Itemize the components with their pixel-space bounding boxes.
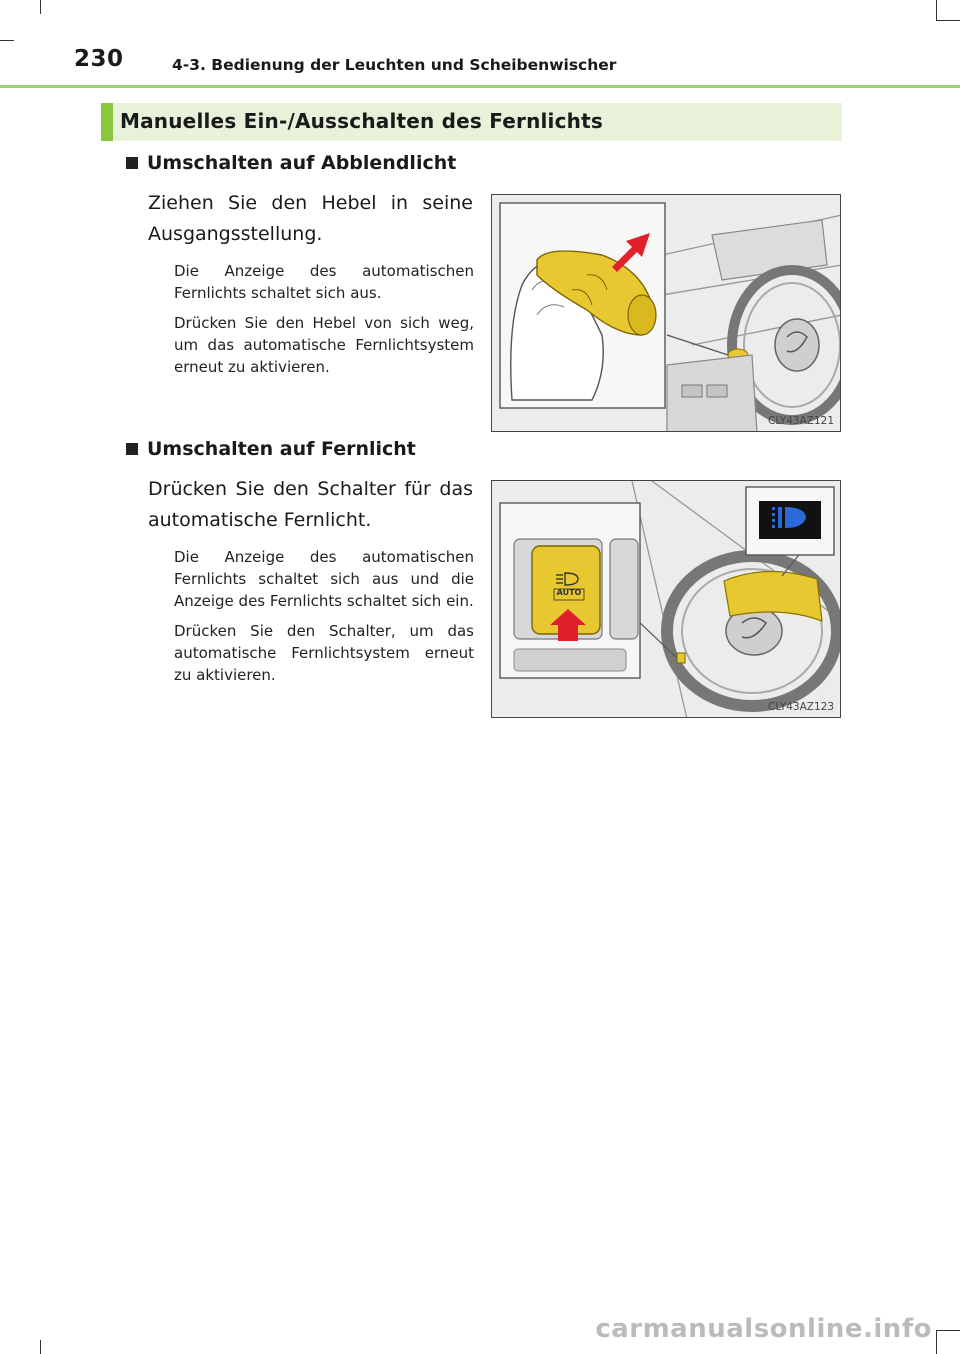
- crop-mark: [936, 20, 960, 21]
- crop-mark: [40, 1340, 41, 1354]
- figure-lever: [491, 194, 841, 432]
- section-title: Manuelles Ein-/Ausschalten des Fernlichts: [120, 109, 603, 133]
- header-rule: [0, 85, 960, 88]
- lead-text: Ziehen Sie den Hebel in seine Ausgangsstellung.: [148, 192, 473, 245]
- note-text: Drücken Sie den Schalter, um das automatische Fernlichtsystem erneut zu aktivieren.: [174, 622, 474, 684]
- figure-switch: [491, 480, 841, 718]
- figure-code: CLY43AZ121: [768, 415, 834, 427]
- note-text: Drücken Sie den Hebel von sich weg, um das automatische Fernlichtsystem erneut zu aktivieren.: [174, 314, 474, 376]
- crop-mark: [40, 0, 41, 14]
- chapter-title: 4-3. Bedienung der Leuchten und Scheibenwischer: [172, 56, 617, 74]
- crop-mark: [936, 1330, 937, 1354]
- bullet-square-icon: [126, 443, 138, 455]
- crop-mark: [0, 40, 14, 41]
- lever-illustration: [492, 195, 841, 432]
- switch-label: AUTO: [556, 588, 582, 597]
- note-text: Die Anzeige des automatischen Fernlichts schaltet sich aus.: [174, 262, 474, 302]
- subheading-low-beam: [126, 152, 456, 174]
- switch-illustration: [492, 481, 841, 718]
- subheading-high-beam: [126, 438, 416, 460]
- note-text: Die Anzeige des automatischen Fernlichts schaltet sich aus und die Anzeige des Fernlichts schaltet sich ein.: [174, 548, 474, 610]
- figure-code: CLY43AZ123: [768, 701, 834, 713]
- crop-mark: [936, 0, 937, 20]
- subheading-text: Umschalten auf Abblendlicht: [147, 152, 457, 174]
- crop-mark: [936, 1330, 960, 1331]
- page-number: 230: [74, 46, 124, 72]
- bullet-square-icon: [126, 157, 138, 169]
- watermark: carmanualsonline.info: [595, 1314, 932, 1344]
- lead-text: Drücken Sie den Schalter für das automatische Fernlicht.: [148, 478, 473, 531]
- subheading-text: Umschalten auf Fernlicht: [147, 438, 416, 460]
